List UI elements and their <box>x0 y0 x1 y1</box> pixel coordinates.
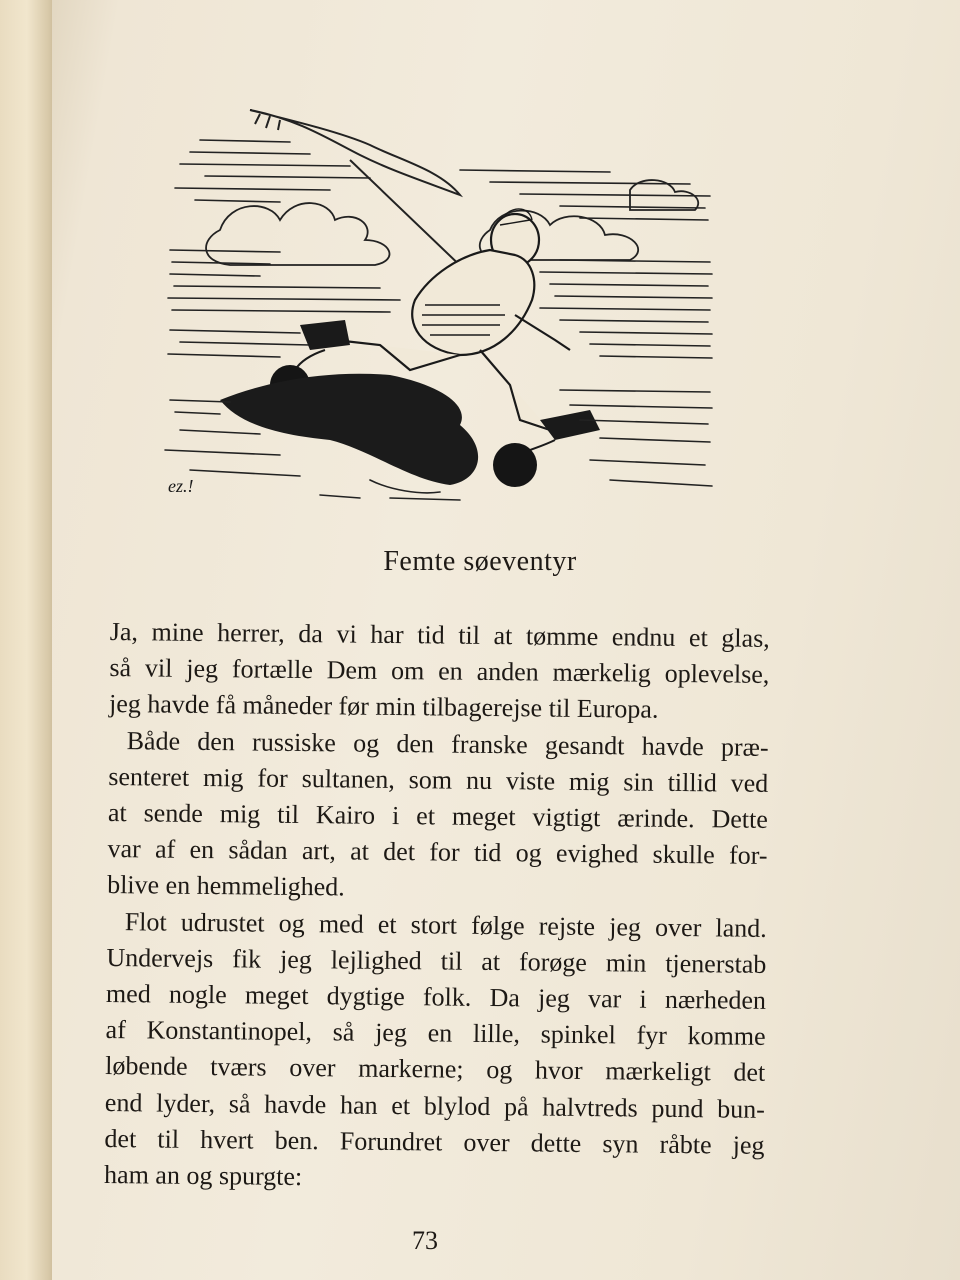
text-line: det til hvert ben. Forundret over dette syn råbte jeg <box>104 1123 765 1160</box>
paragraph <box>107 723 769 911</box>
text-line: med nogle meget dygtige folk. Da jeg var i nærheden <box>105 979 767 1015</box>
book-spine <box>0 0 60 1280</box>
text-line: ham an og spurgte: <box>103 1160 303 1192</box>
text-line: var af en sådan art, at det for tid og evighed skulle for- <box>107 834 768 871</box>
man-running-with-weights-icon <box>160 100 720 510</box>
chapter-title: Femte søeventyr <box>383 546 577 577</box>
paragraph <box>104 904 767 1201</box>
svg-text:ez.!: ez.! <box>168 476 194 496</box>
text-line: blive en hemmelighed. <box>107 870 345 902</box>
body-text <box>104 614 770 1200</box>
text-line: Ja, mine herrer, da vi har tid til at tømme endnu et glas, <box>109 616 770 653</box>
text-line: end lyder, så havde han et blylod på halvtreds pund bun- <box>104 1087 766 1124</box>
text-line: senteret mig for sultanen, som nu viste mig sin tillid ved <box>108 761 769 798</box>
text-line: løbende tværs over markerne; og hvor mærkeligt det <box>105 1051 766 1088</box>
text-line: jeg havde få måneder før min tilbagerejse til Europa. <box>108 689 659 725</box>
text-line: at sende mig til Kairo i et meget vigtigt ærinde. Dette <box>107 798 769 834</box>
text-line: så vil jeg fortælle Dem om en anden mærkelig oplevelse, <box>109 653 770 690</box>
text-line: Undervejs fik jeg lejlighed til at forøge min tjenerstab <box>106 942 767 979</box>
paragraph <box>109 614 770 730</box>
text-line: Flot udrustet og med et stort følge rejste jeg over land. <box>124 906 767 943</box>
text-line: af Konstantinopel, så jeg en lille, spinkel fyr komme <box>105 1015 766 1052</box>
page-number: 73 <box>412 1226 438 1255</box>
text-line: Både den russiske og den franske gesandt havde præ- <box>126 725 769 762</box>
chapter-illustration <box>160 100 720 510</box>
